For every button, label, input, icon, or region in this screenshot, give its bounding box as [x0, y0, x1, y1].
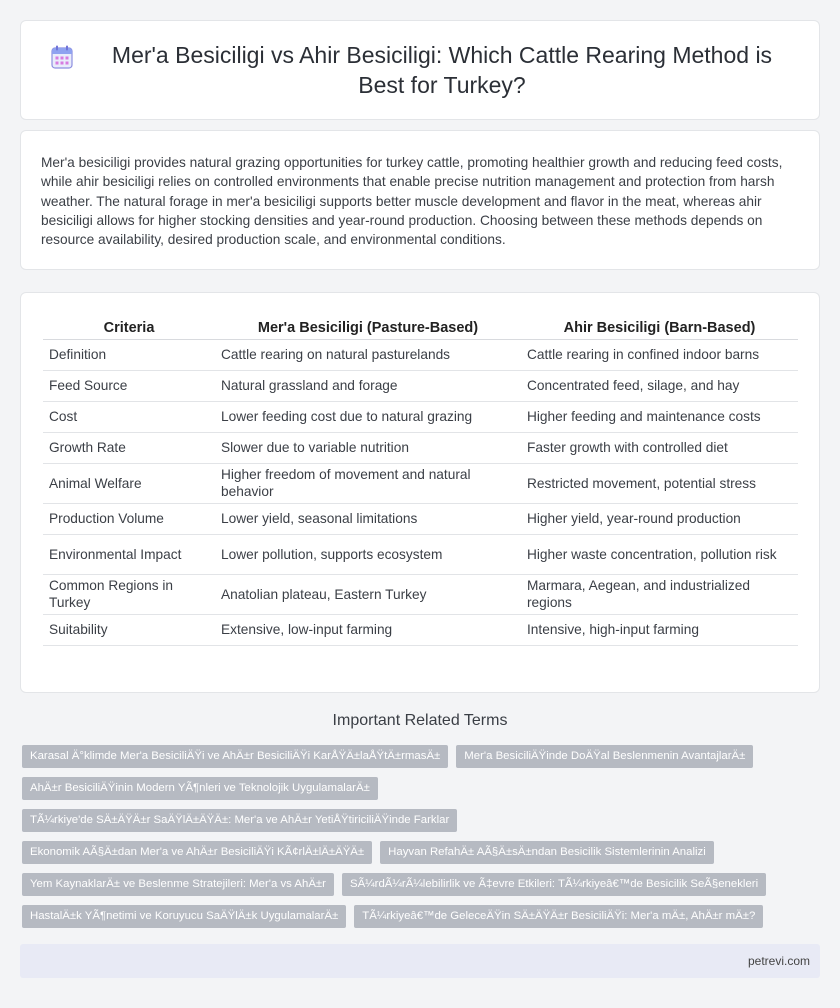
table-cell: Higher feeding and maintenance costs [521, 401, 798, 432]
table-cell: Extensive, low-input farming [215, 614, 521, 645]
table-cell: Production Volume [43, 503, 215, 534]
related-term-tag[interactable]: TÃ¼rkiyeâ€™de GeleceÄŸin SÄ±ÄŸÄ±r BesiciliÄŸi: Mer'a mÄ±, AhÄ±r mÄ±? [354, 905, 763, 928]
table-cell: Lower pollution, supports ecosystem [215, 534, 521, 574]
header-ahir: Ahir Besiciligi (Barn-Based) [521, 317, 798, 339]
table-cell: Suitability [43, 614, 215, 645]
tag-row [22, 777, 812, 800]
tag-row [22, 905, 812, 928]
table-cell: Lower feeding cost due to natural grazing [215, 401, 521, 432]
tag-row [22, 745, 812, 768]
related-term-tag[interactable]: Mer'a BesiciliÄŸinde DoÄŸal Beslenmenin AvantajlarÄ± [456, 745, 753, 768]
table-cell: Cost [43, 401, 215, 432]
table-cell: Cattle rearing on natural pasturelands [215, 339, 521, 370]
header-criteria: Criteria [43, 317, 215, 339]
table-row [43, 534, 798, 574]
footer [20, 944, 820, 978]
page-title: Mer'a Besiciligi vs Ahir Besiciligi: Which Cattle Rearing Method is Best for Turkey? [111, 42, 773, 98]
calendar-icon [51, 45, 73, 69]
related-term-tag[interactable]: Yem KaynaklarÄ± ve Beslenme Stratejileri: Mer'a vs AhÄ±r [22, 873, 334, 896]
table-cell: Growth Rate [43, 432, 215, 463]
tag-row [22, 873, 812, 896]
footer-site-link[interactable]: petrevi.com [747, 954, 810, 968]
table-cell: Higher yield, year-round production [521, 503, 798, 534]
comparison-table [43, 317, 798, 646]
intro-card [20, 130, 820, 270]
related-terms-list [22, 745, 812, 937]
table-row [43, 432, 798, 463]
comparison-card [20, 292, 820, 693]
table-header-row [43, 317, 798, 339]
related-term-tag[interactable]: Karasal Ä°klimde Mer'a BesiciliÄŸi ve AhÄ±r BesiciliÄŸi KarÅŸÄ±laÅŸtÄ±rmasÄ± [22, 745, 448, 768]
table-cell: Animal Welfare [43, 463, 215, 503]
table-row [43, 614, 798, 645]
table-cell: Higher waste concentration, pollution risk [521, 534, 798, 574]
table-row [43, 574, 798, 614]
table-cell: Environmental Impact [43, 534, 215, 574]
table-row [43, 503, 798, 534]
title-card [20, 20, 820, 120]
related-term-tag[interactable]: AhÄ±r BesiciliÄŸinin Modern YÃ¶nleri ve Teknolojik UygulamalarÄ± [22, 777, 378, 800]
tag-row [22, 841, 812, 864]
table-cell: Natural grassland and forage [215, 370, 521, 401]
related-term-tag[interactable]: TÃ¼rkiye'de SÄ±ÄŸÄ±r SaÄŸlÄ±ÄŸÄ±: Mer'a ve AhÄ±r YetiÅŸtiriciliÄŸinde Farklar [22, 809, 457, 832]
table-cell: Anatolian plateau, Eastern Turkey [215, 574, 521, 614]
related-term-tag[interactable]: HastalÄ±k YÃ¶netimi ve Koruyucu SaÄŸlÄ±k UygulamalarÄ± [22, 905, 346, 928]
table-row [43, 370, 798, 401]
table-cell: Slower due to variable nutrition [215, 432, 521, 463]
table-cell: Lower yield, seasonal limitations [215, 503, 521, 534]
title-wrap [21, 21, 819, 119]
header-mera: Mer'a Besiciligi (Pasture-Based) [215, 317, 521, 339]
table-row [43, 401, 798, 432]
table-row [43, 339, 798, 370]
related-term-tag[interactable]: SÃ¼rdÃ¼rÃ¼lebilirlik ve Ã‡evre Etkileri: TÃ¼rkiyeâ€™de Besicilik SeÃ§enekleri [342, 873, 766, 896]
table-cell: Faster growth with controlled diet [521, 432, 798, 463]
table-cell: Intensive, high-input farming [521, 614, 798, 645]
table-cell: Common Regions in Turkey [43, 574, 215, 614]
table-cell: Cattle rearing in confined indoor barns [521, 339, 798, 370]
tag-row [22, 809, 812, 832]
related-terms-heading: Important Related Terms [332, 712, 508, 729]
table-cell: Marmara, Aegean, and industrialized regions [521, 574, 798, 614]
table-cell: Feed Source [43, 370, 215, 401]
table-cell: Higher freedom of movement and natural behavior [215, 463, 521, 503]
related-term-tag[interactable]: Ekonomik AÃ§Ä±dan Mer'a ve AhÄ±r BesiciliÄŸi KÃ¢rlÄ±lÄ±ÄŸÄ± [22, 841, 372, 864]
table-row [43, 463, 798, 503]
table-cell: Definition [43, 339, 215, 370]
related-term-tag[interactable]: Hayvan RefahÄ± AÃ§Ä±sÄ±ndan Besicilik Sistemlerinin Analizi [380, 841, 714, 864]
table-cell: Restricted movement, potential stress [521, 463, 798, 503]
table-cell: Concentrated feed, silage, and hay [521, 370, 798, 401]
intro-paragraph: Mer'a besiciligi provides natural grazing opportunities for turkey cattle, promoting healthier growth and reducing feed costs, while ahir besiciligi relies on controlled environments that enable precise nutrition management and protection from harsh weather. The natural forage in mer'a besiciligi supports better muscle development and flavor in the meat, whereas ahir besiciligi allows for higher stocking densities and year-round production. Choosing between these methods depends on resource availability, desired production scale, and environmental conditions. [41, 155, 783, 248]
